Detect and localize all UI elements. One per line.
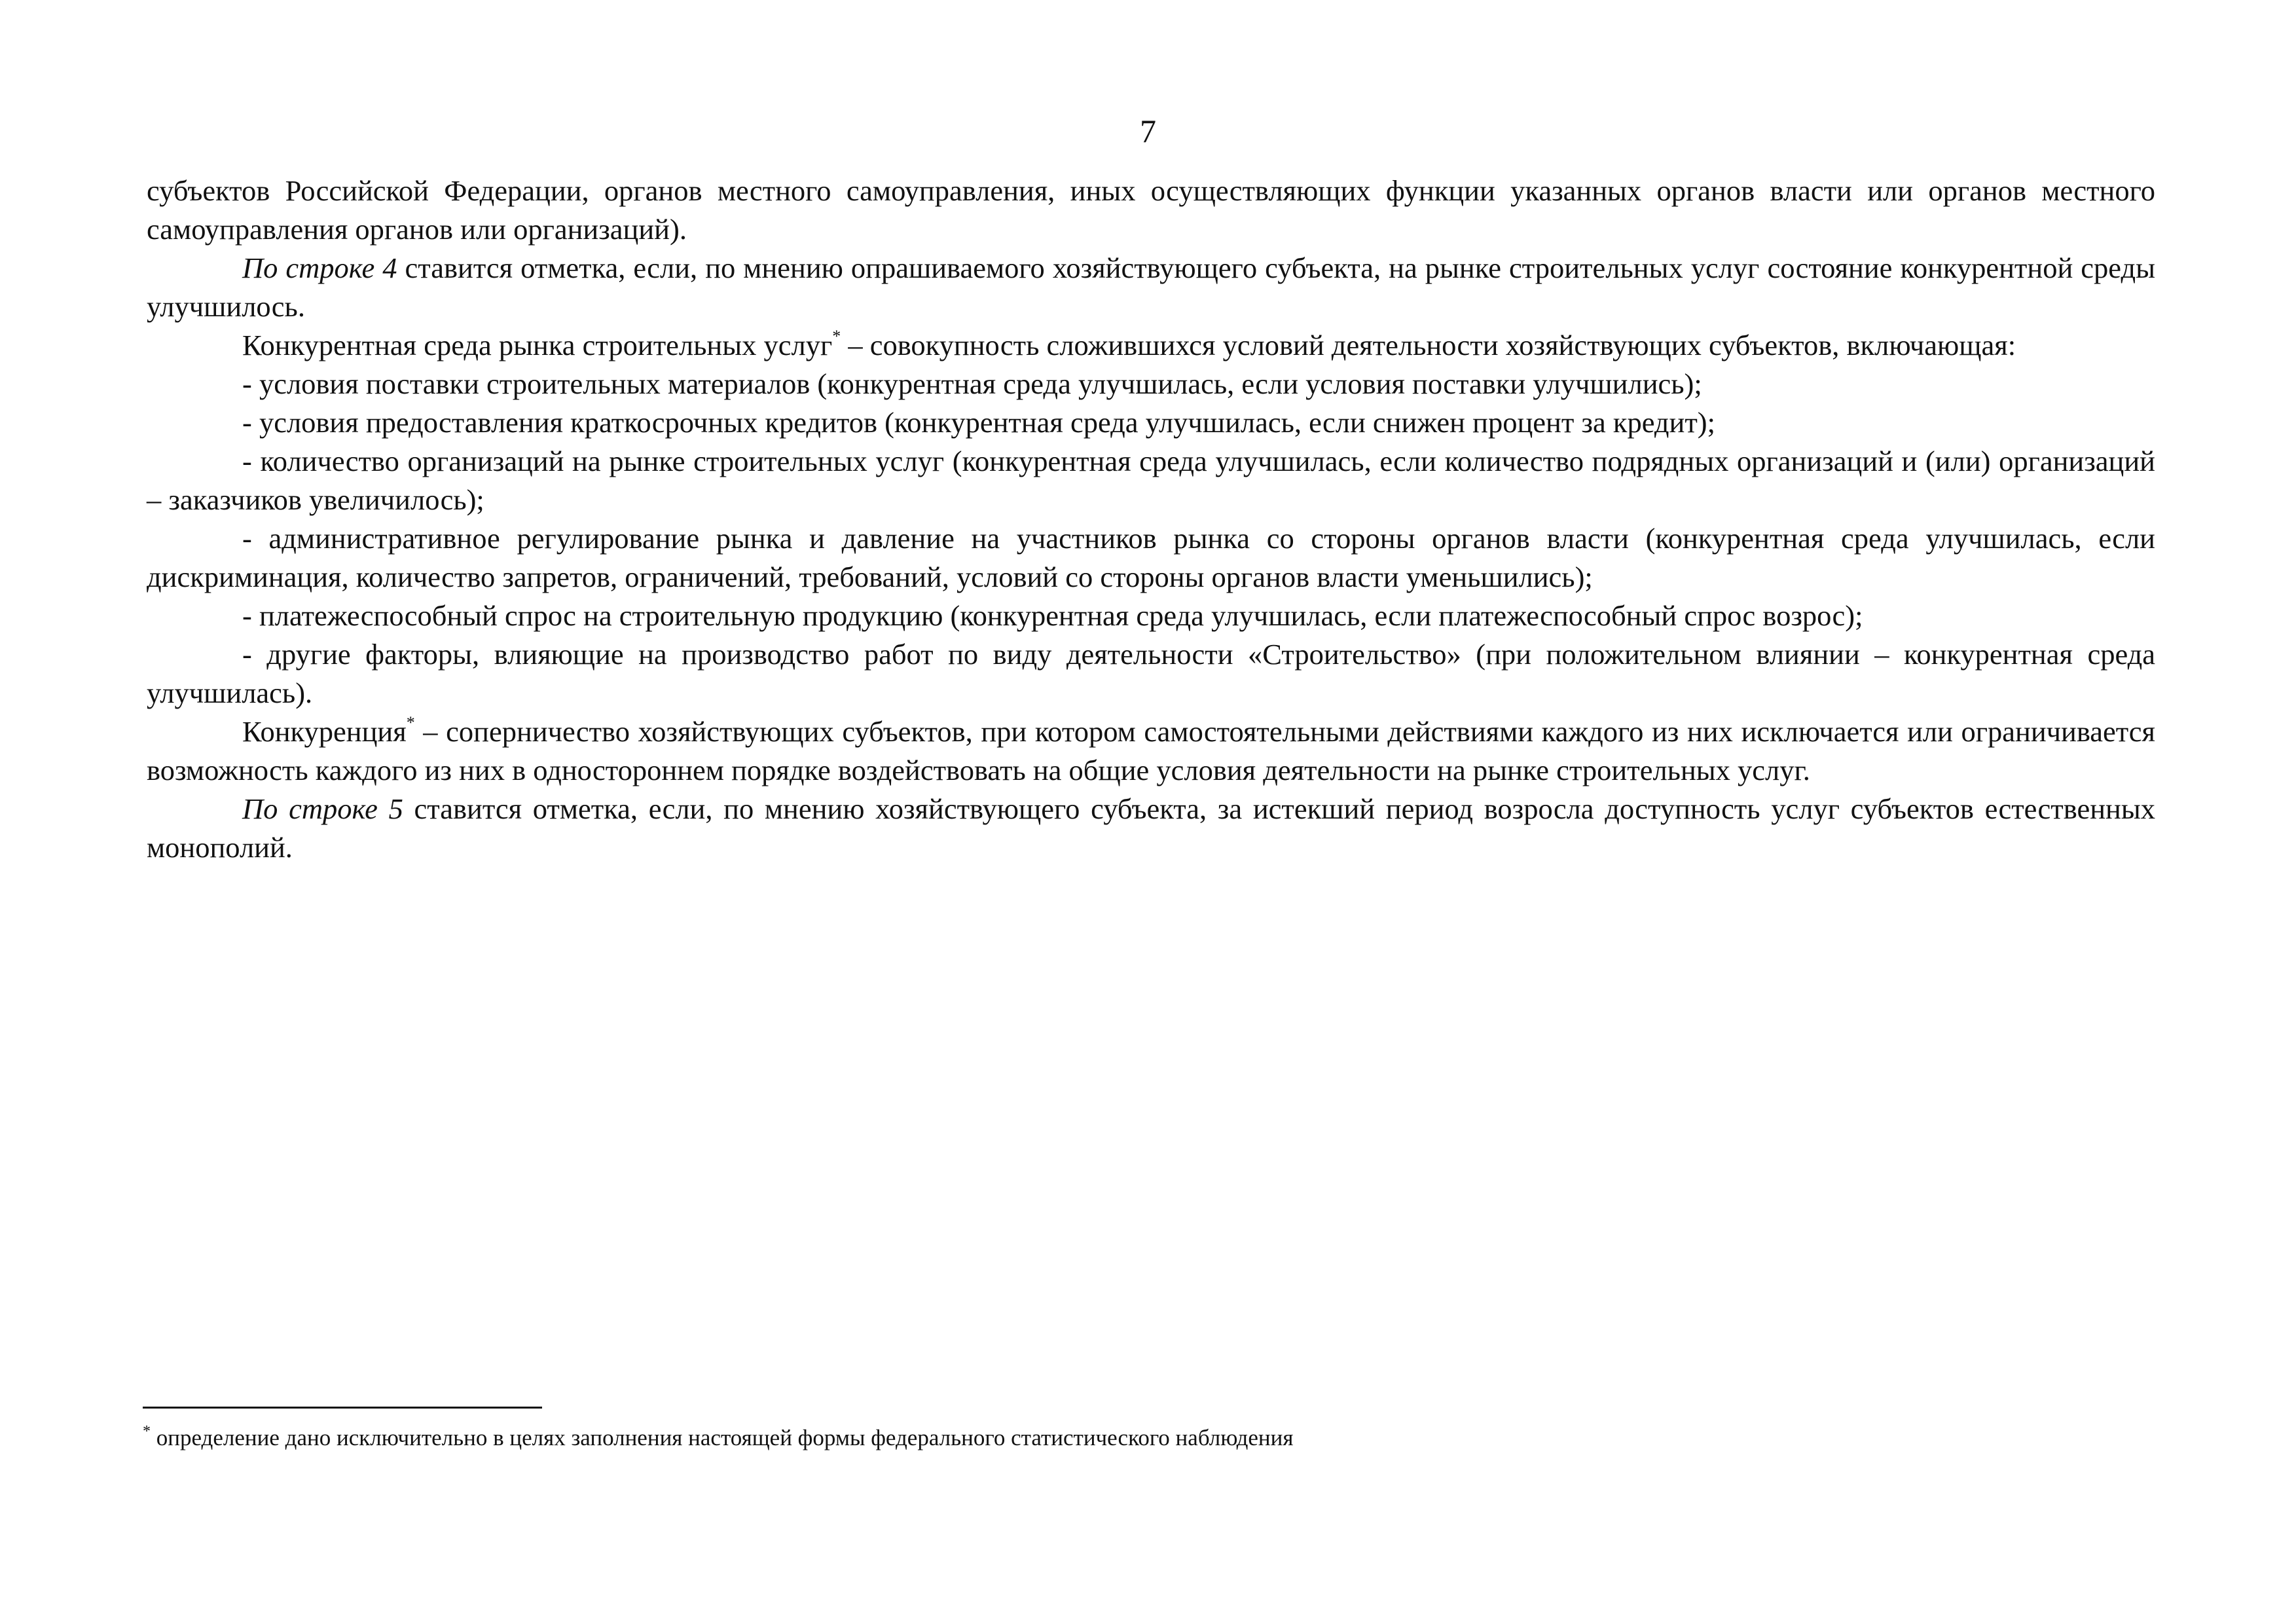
list-item: - другие факторы, влияющие на производство работ по виду деятельности «Строительство» (при положительном влиянии – конкурентная среда улучшилась). (147, 638, 2155, 709)
list-item: - платежеспособный спрос на строительную продукцию (конкурентная среда улучшилась, если платежеспособный спрос возрос); (242, 599, 1863, 632)
defined-term: Конкуренция (242, 715, 407, 748)
list-item: - условия предоставления краткосрочных кредитов (конкурентная среда улучшилась, если снижен процент за кредит); (242, 406, 1715, 439)
footnote-text: определение дано исключительно в целях заполнения настоящей формы федерального статистического наблюдения (151, 1425, 1294, 1450)
footnote-marker: * (832, 327, 841, 346)
footnote-marker: * (406, 713, 415, 732)
paragraph-continuation (147, 172, 2155, 249)
list-item: - условия поставки строительных материалов (конкурентная среда улучшилась, если условия поставки улучшились); (242, 367, 1702, 400)
defined-term: Конкурентная среда рынка строительных услуг (242, 329, 833, 361)
paragraph-competitive-environment (147, 326, 2155, 365)
paragraph-text: – совокупность сложившихся условий деятельности хозяйствующих субъектов, включающая: (841, 329, 2016, 361)
paragraph-text: ставится отметка, если, по мнению хозяйствующего субъекта, за истекший период возросла доступность услуг субъектов естественных монополий. (147, 792, 2155, 864)
footnote-divider (143, 1407, 542, 1409)
row-reference: По строке 4 (242, 251, 397, 284)
list-item: - количество организаций на рынке строительных услуг (конкурентная среда улучшилась, если количество подрядных организаций и (или) организаций – заказчиков увеличилось); (147, 445, 2155, 516)
row-reference: По строке 5 (242, 792, 403, 825)
paragraph-competition (147, 712, 2155, 790)
paragraph-row-4 (147, 249, 2155, 326)
paragraph-text: субъектов Российской Федерации, органов местного самоуправления, иных осуществляющих функции указанных органов власти или органов местного самоуправления органов или организаций). (147, 174, 2155, 246)
paragraph-text: ставится отметка, если, по мнению опрашиваемого хозяйствующего субъекта, на рынке строительных услуг состояние конкурентной среды улучшилось. (147, 251, 2155, 323)
document-body (147, 172, 2155, 867)
paragraph-text: – соперничество хозяйствующих субъектов, при котором самостоятельными действиями каждого из них исключается или ограничивается возможность каждого из них в одностороннем порядке воздействовать на общие условия деятельности на рынке строительных услуг. (147, 715, 2155, 786)
paragraph-row-5 (147, 790, 2155, 867)
footnote-marker: * (143, 1423, 151, 1440)
page-number: 7 (1140, 113, 1156, 149)
footnote (143, 1422, 2107, 1454)
list-item: - административное регулирование рынка и давление на участников рынка со стороны органов власти (конкурентная среда улучшилась, если дискриминация, количество запретов, ограничений, требований, условий со стороны органов власти уменьшились); (147, 522, 2155, 593)
